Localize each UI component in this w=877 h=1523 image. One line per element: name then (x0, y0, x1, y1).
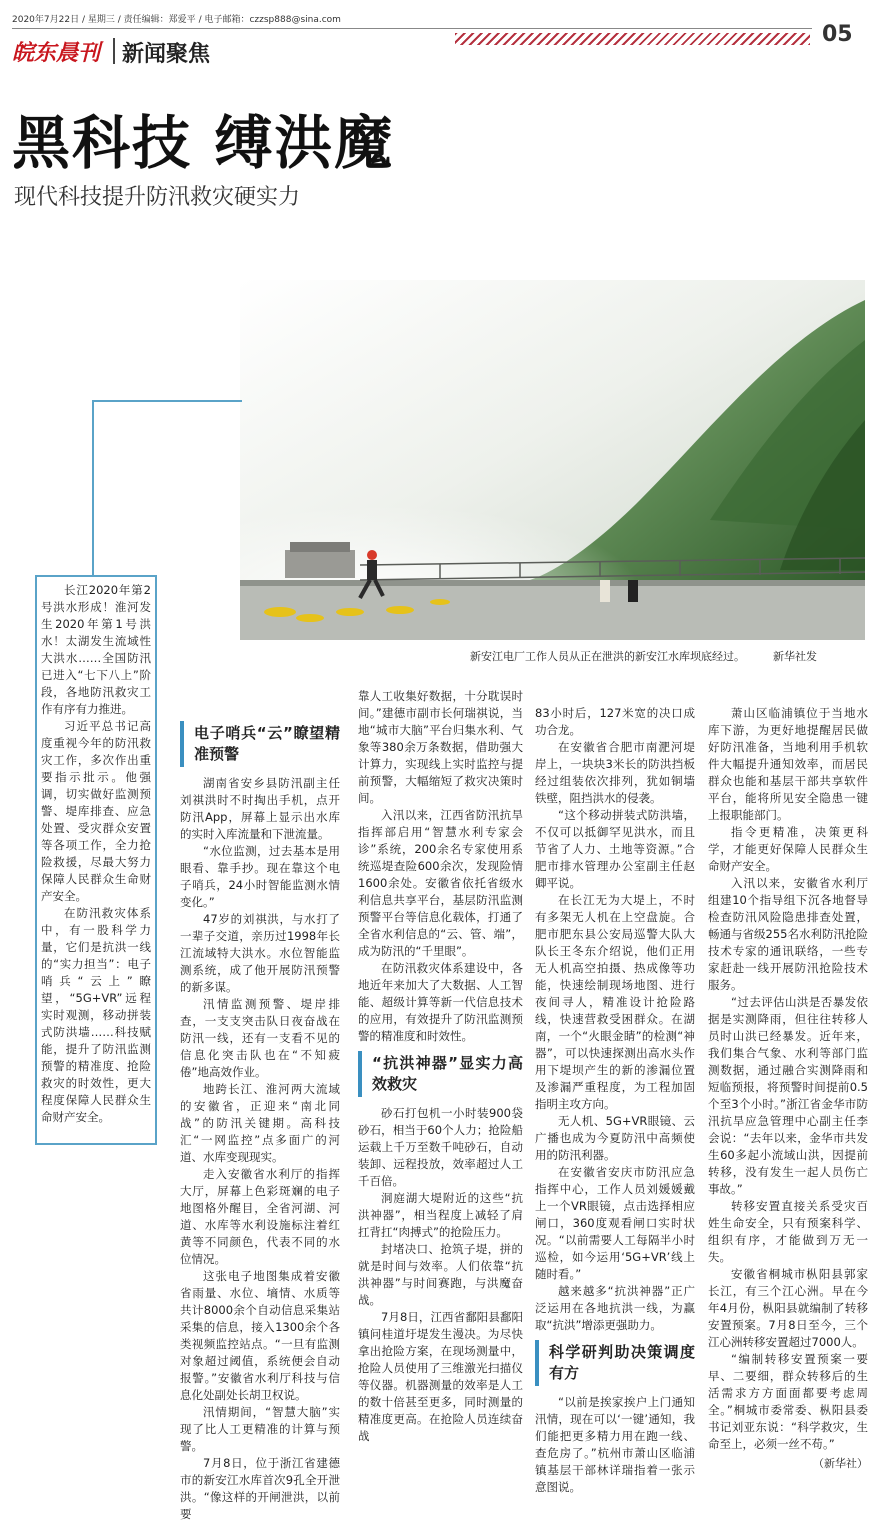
issue-date: 2020年7月22日 (12, 15, 80, 25)
body-paragraph: 越来越多“抗洪神器”正广泛运用在各地抗洪一线，为赢取“抗洪”增添更强助力。 (535, 1284, 695, 1332)
logo-divider (113, 38, 115, 64)
header-hatch-bar (455, 33, 810, 45)
article-credit: （新华社） (813, 1457, 868, 1470)
paper-logo: 皖东晨刊 (12, 40, 101, 66)
body-paragraph: 这张电子地图集成着安徽省雨量、水位、墒情、水质等共计8000余个自动信息采集站采集的信息，接入1300余个各类视频监控站点。“一旦有监测对象超过阈值，系统便会自动报警。”安徽省水利厅科技与信息化处副处长胡卫权说。 (180, 1269, 340, 1402)
body-paragraph: 在长江无为大堤上，不时有多架无人机在上空盘旋。合肥市肥东县公安局巡警大队大队长王冬东介绍说，他们正用无人机高空拍摄、热成像等功能，快速绘制现场地图、进行夜间寻人，精准设计抢险路线，快速营救受困群众。在湖南，一个“火眼金睛”的检测“神器”，可以快速探测出高水头作用下堤坝产生的新的渗漏位置及渗漏严重程度，为工程加固指明主攻方向。 (535, 893, 695, 1111)
page-number: 05 (822, 22, 853, 47)
subtitle-electronic-sentinel: 电子哨兵“云”瞭望精准预警 (180, 721, 340, 767)
body-paragraph: 7月8日，江西省鄱阳县鄱阳镇问桂道圩堤发生漫决。为尽快拿出抢险方案，在现场测量中，抢险人员使用了三维激光扫描仪等仪器。机器测量的效率是人工的数十倍甚至更多，同时测量的精准度更高。在抢险人员连续奋战 (358, 1310, 523, 1443)
header-meta: 2020年7月22日 / 星期三 / 责任编辑：郑爱平 / 电子邮箱：czzsp888@sina.com (12, 15, 341, 25)
intro-paragraph: 长江2020年第2号洪水形成！淮河发生2020年第1号洪水！太湖发生流域性大洪水……全国防汛已进入“七下八上”阶段，各地防汛救灾工作有序有力推进。 (41, 583, 151, 716)
body-paragraph: 入汛以来，江西省防汛抗旱指挥部启用“智慧水利专家会诊”系统，200余名专家使用系统巡堤查险600余次，发现险情1600余处。安徽省依托省级水利信息共享平台，基层防汛监测预警平台等信息化载体，打通了全省水利信息的“云、管、端”，成为防汛的“千里眼”。 (358, 808, 523, 958)
article-column-1 (180, 715, 340, 1523)
box-connector-vertical (92, 400, 94, 580)
intro-paragraph: 在防汛救灾体系中，有一股科学力量，它们是抗洪一线的“实力担当”：电子哨兵“云上”瞭望，“5G+VR”远程实时观测，移动拼装式防洪墙……科技赋能，提升了防汛监测预警的精准度、抢险救灾的时效性，更大程度保障人民群众生命财产安全。 (41, 906, 151, 1124)
body-paragraph: 入汛以来，安徽省水利厅组建10个指导组下沉各地督导检查防汛风险隐患排查处置，畅通与省级255名水利防汛抢险技术专家的通讯联络，一些专家赶赴一线开展防汛抢险技术服务。 (708, 876, 868, 992)
body-paragraph: 萧山区临浦镇位于当地水库下游，为更好地提醒居民做好防汛准备，当地利用手机软件大幅提升通知效率，而居民群众也能和基层干部共享软件平台，能将所见安全隐患一键上报职能部门。 (708, 706, 868, 822)
body-paragraph: “这个移动拼装式防洪墙，不仅可以抵御罕见洪水，而且节省了人力、土地等资源。”合肥市排水管理办公室副主任赵卿平说。 (535, 808, 695, 890)
body-paragraph: 地跨长江、淮河两大流域的安徽省，正迎来“南北同战”的防汛关键期。高科技汇“一网监控”点多面广的河道、水库变现现实。 (180, 1082, 340, 1164)
body-paragraph: 砂石打包机一小时装900袋砂石，相当于60个人力；抢险船运载上千万至数千吨砂石，自动装卸、远程投放，效率超过人工千百倍。 (358, 1106, 523, 1188)
body-paragraph: 转移安置直接关系受灾百姓生命安全，只有预案科学、组织有序，才能做到万无一失。 (708, 1199, 868, 1264)
subheadline: 现代科技提升防汛救灾硬实力 (14, 185, 301, 210)
body-paragraph: 7月8日，位于浙江省建德市的新安江水库首次9孔全开泄洪。“像这样的开闸泄洪，以前要 (180, 1456, 340, 1521)
section-title: 新闻聚焦 (122, 42, 211, 67)
body-paragraph: “水位监测，过去基本是用眼看、靠手抄。现在靠这个电子哨兵，24小时智能监测水情变化。” (180, 844, 340, 909)
article-column-3 (535, 705, 695, 1496)
intro-box (35, 575, 157, 1145)
body-paragraph: 在防汛救灾体系建设中，各地近年来加大了大数据、人工智能、超级计算等新一代信息技术的应用，有效提升了防汛监测预警的精准度和时效性。 (358, 961, 523, 1043)
body-paragraph: 83小时后，127米宽的决口成功合龙。 (535, 706, 695, 737)
body-paragraph: 在安徽省合肥市南淝河堤岸上，一块块3米长的防洪挡板经过组装依次排列，犹如铜墙铁壁，阻挡洪水的侵袭。 (535, 740, 695, 805)
body-paragraph: “编制转移安置预案一要早、二要细，群众转移后的生活需求方方面面都要考虑周全。”桐城市委常委、枞阳县委书记刘亚东说：“科学救灾，生命至上，必须一丝不苟。” (708, 1352, 868, 1451)
photo-caption-line (470, 648, 870, 664)
article-column-2 (358, 688, 523, 1445)
body-paragraph: 靠人工收集好数据，十分耽误时间。”建德市副市长何瑞祺说，当地“城市大脑”平台归集水利、气象等380余万条数据，借助强大计算力，实现线上实时监控与提前预警，大幅缩短了救灾决策时间。 (358, 689, 523, 805)
body-paragraph: 47岁的刘祺洪，与水打了一辈子交道，亲历过1998年长江流域特大洪水。水位智能监测系统，成了他开展防汛预警的新多谋。 (180, 912, 340, 994)
subtitle-scientific-decision: 科学研判助决策调度有方 (535, 1340, 695, 1386)
article-column-4 (708, 705, 868, 1472)
header-rule (12, 28, 812, 29)
box-connector-horizontal (92, 400, 242, 402)
body-paragraph: 在安徽省安庆市防汛应急指挥中心，工作人员刘媛媛戴上一个VR眼镜，点击选择相应闸口，360度观看闸口实时状况。“以前需要人工每隔半小时巡检，如今运用‘5G+VR’线上随时看。” (535, 1165, 695, 1281)
issue-weekday: 星期三 (87, 15, 115, 25)
intro-paragraph: 习近平总书记高度重视今年的防汛救灾工作，多次作出重要指示批示。他强调，切实做好监测预警、堤库排查、应急处置、受灾群众安置等各项工作，全力抢险救援，尽最大努力保障人民群众生命财产安全。 (41, 719, 151, 903)
flood-discharge-photo (240, 280, 865, 640)
body-paragraph: “过去评估山洪是否暴发依据是实测降雨，但往往转移人员时山洪已经暴发。近年来，我们集合气象、水利等部门监测数据，通过融合实测降雨和短临预报，将预警时间提前0.5个至3个小时。”浙江省金华市防汛抗旱应急管理中心副主任李会说：“去年以来，金华市共发生60多起小流域山洪，因提前转移，没有发生一起人员伤亡事故。” (708, 995, 868, 1196)
body-paragraph: 安徽省桐城市枞阳县郭家长江，有三个江心洲。早在今年4月份，枞阳县就编制了转移安置预案。7月8日至今，三个江心洲转移安置超过7000人。 (708, 1267, 868, 1349)
body-paragraph: 指令更精准，决策更科学，才能更好保障人民群众生命财产安全。 (708, 825, 868, 873)
body-paragraph: “以前是挨家挨户上门通知汛情，现在可以‘一键’通知，我们能把更多精力用在跑一线、查危房了。”杭州市萧山区临浦镇基层干部林详瑞指着一张示意图说。 (535, 1395, 695, 1494)
photo-illustration (240, 280, 865, 640)
headline: 黑科技 缚洪魔 (12, 109, 395, 177)
body-paragraph: 走入安徽省水利厅的指挥大厅，屏幕上色彩斑斓的电子地图格外醒目，全省河湖、河道、水库等水利设施标注着红黄等不同颜色，代表不同的水位情况。 (180, 1167, 340, 1266)
photo-caption: 新安江电厂工作人员从正在泄洪的新安江水库坝底经过。 (470, 650, 745, 663)
body-paragraph: 封堵决口、抢筑子堤，拼的就是时间与效率。人们依靠“抗洪神器”与时间赛跑，与洪魔奋战。 (358, 1242, 523, 1307)
subtitle-flood-tools: “抗洪神器”显实力高效救灾 (358, 1051, 523, 1097)
body-paragraph: 湖南省安乡县防汛副主任刘祺洪时不时掏出手机，点开防汛App，屏幕上显示出水库的实时入库流量和下泄流量。 (180, 776, 340, 841)
body-paragraph: 洞庭湖大堤附近的这些“抗洪神器”，相当程度上减轻了肩扛背扛“肉搏式”的抢险压力。 (358, 1191, 523, 1239)
body-paragraph: 无人机、5G+VR眼镜、云广播也成为今夏防汛中高频使用的防汛利器。 (535, 1114, 695, 1162)
body-paragraph: 汛情期间，“智慧大脑”实现了比人工更精准的计算与预警。 (180, 1405, 340, 1453)
editor-email: 电子邮箱：czzsp888@sina.com (204, 15, 341, 25)
photo-credit: 新华社发 (773, 650, 817, 663)
body-paragraph: 汛情监测预警、堤岸排查，一支支突击队日夜奋战在防汛一线，还有一支看不见的信息化突击队也在“不知疲倦”地高效作业。 (180, 997, 340, 1079)
editor-name: 责任编辑：郑爱平 (123, 15, 196, 25)
